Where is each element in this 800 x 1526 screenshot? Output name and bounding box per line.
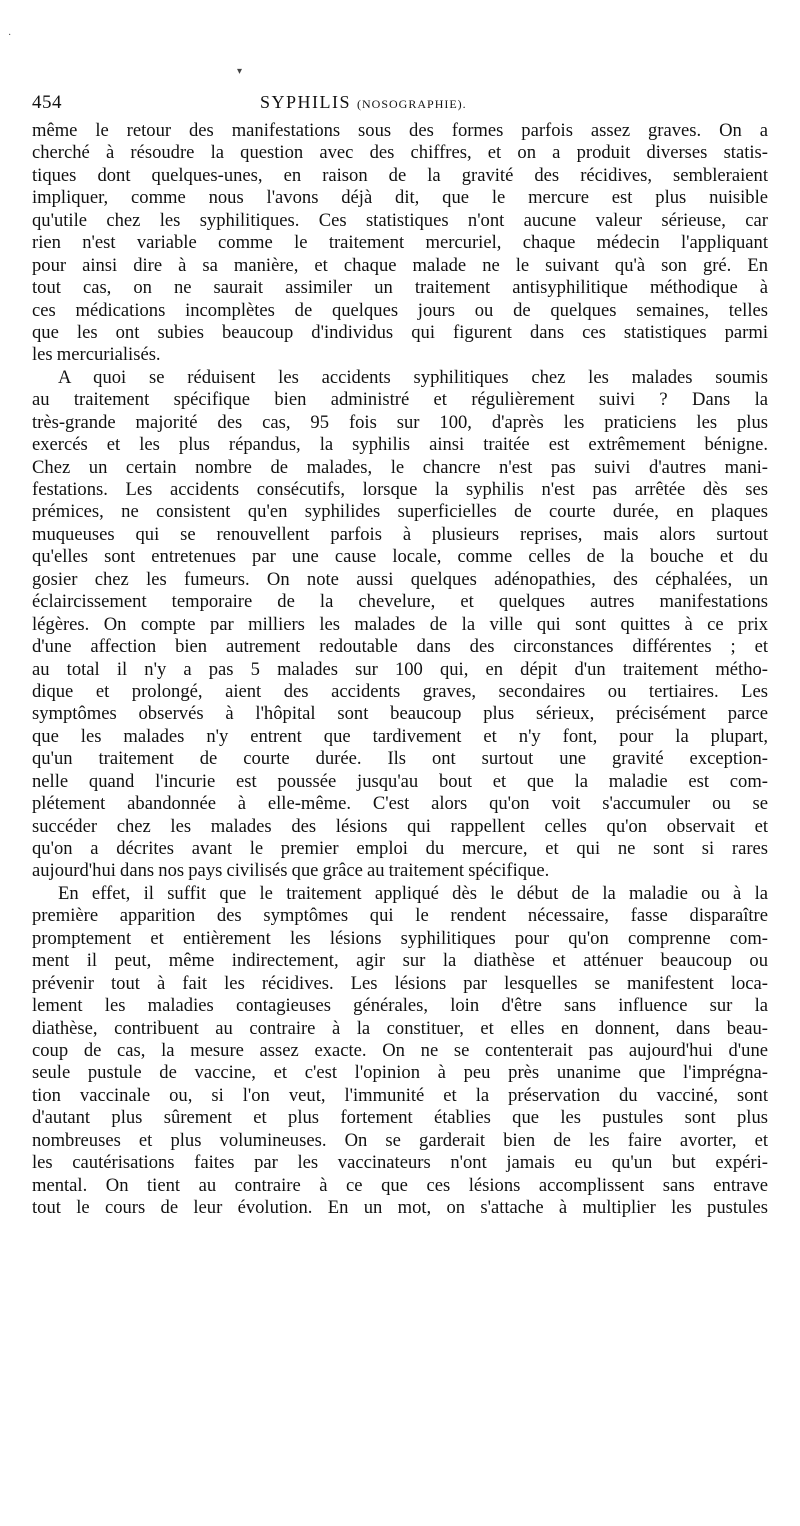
text-line: prémices, ne consistent qu'en syphilides superficielles de courte durée, en plaques bbox=[32, 501, 768, 523]
text-line: très-grande majorité des cas, 95 fois sur 100, d'après les praticiens les plus bbox=[32, 411, 768, 433]
text-line: que les ont subies beaucoup d'individus qui figurent dans ces statistiques parmi bbox=[32, 321, 768, 343]
text-line: première apparition des symptômes qui le rendent nécessaire, fasse disparaître bbox=[32, 905, 768, 927]
text-line: coup de cas, la mesure assez exacte. On ne se contenterait pas aujourd'hui d'une bbox=[32, 1039, 768, 1061]
text-line: légères. On compte par milliers les malades de la ville qui sont quittes à ce prix bbox=[32, 613, 768, 635]
running-title bbox=[260, 92, 467, 113]
text-line: muqueuses qui se renouvellent parfois à plusieurs reprises, mais alors surtout bbox=[32, 523, 768, 545]
text-line: qu'un traitement de courte durée. Ils ont surtout une gravité exception- bbox=[32, 748, 768, 770]
text-line: au total il n'y a pas 5 malades sur 100 qui, en dépit d'un traitement métho- bbox=[32, 658, 768, 680]
text-line: En effet, il suffit que le traitement appliqué dès le début de la maladie ou à la bbox=[58, 882, 768, 904]
text-line: tout le cours de leur évolution. En un mot, on s'attache à multiplier les pustules bbox=[32, 1197, 768, 1218]
text-line: tout cas, on ne saurait assimiler un traitement antisyphilitique méthodique à bbox=[32, 277, 768, 299]
text-line: A quoi se réduisent les accidents syphilitiques chez les malades soumis bbox=[58, 366, 768, 388]
text-line: d'autant plus sûrement et plus fortement établies que les pustules sont plus bbox=[32, 1107, 768, 1129]
page-number: 454 bbox=[32, 92, 62, 113]
text-line: prévenir tout à fait les récidives. Les lésions par lesquelles se manifestent loca- bbox=[32, 972, 768, 994]
text-line: éclaircissement temporaire de la chevelure, et quelques autres manifestations bbox=[32, 591, 768, 613]
text-line: promptement et entièrement les lésions syphilitiques pour qu'on comprenne com- bbox=[32, 927, 768, 949]
text-line: ment il peut, même indirectement, agir sur la diathèse et atténuer beaucoup ou bbox=[32, 950, 768, 972]
text-line: symptômes observés à l'hôpital sont beaucoup plus sérieux, précisément parce bbox=[32, 703, 768, 725]
text-line: qu'elles sont entretenues par une cause locale, comme celles de la bouche et du bbox=[32, 546, 768, 568]
body-text bbox=[32, 120, 768, 1219]
text-line: gosier chez les fumeurs. On note aussi quelques adénopathies, des céphalées, un bbox=[32, 568, 768, 590]
text-line: plétement abandonnée à elle-même. C'est alors qu'on voit s'accumuler ou se bbox=[32, 793, 768, 815]
speck-mark: ▾ bbox=[237, 66, 243, 77]
text-line: diathèse, contribuent au contraire à la constituer, et elles en donnent, dans beau- bbox=[32, 1017, 768, 1039]
text-line: Chez un certain nombre de malades, le chancre n'est pas suivi d'autres mani- bbox=[32, 456, 768, 478]
text-line: tion vaccinale ou, si l'on veut, l'immunité et la préservation du vacciné, sont bbox=[32, 1084, 768, 1106]
text-line: nelle quand l'incurie est poussée jusqu'au bout et que la maladie est com- bbox=[32, 770, 768, 792]
text-line: ces médications incomplètes de quelques jours ou de quelques semaines, telles bbox=[32, 299, 768, 321]
text-line: pour ainsi dire à sa manière, et chaque malade ne le suivant qu'à son gré. En bbox=[32, 254, 768, 276]
text-line: festations. Les accidents consécutifs, lorsque la syphilis n'est pas arrêtée dès ses bbox=[32, 479, 768, 500]
text-line: succéder chez les malades des lésions qui rappellent celles qu'on observait et bbox=[32, 815, 768, 837]
text-line: d'une affection bien autrement redoutable dans des circonstances différentes ; et bbox=[32, 636, 768, 658]
text-line: qu'utile chez les syphilitiques. Ces statistiques n'ont aucune valeur sérieuse, car bbox=[32, 209, 768, 231]
text-line: rien n'est variable comme le traitement mercuriel, chaque médecin l'appliquant bbox=[32, 232, 768, 254]
text-line: les cautérisations faites par les vaccinateurs n'ont jamais eu qu'un but expéri- bbox=[32, 1152, 768, 1174]
running-title-main: SYPHILIS bbox=[260, 92, 352, 112]
text-line: qu'on a décrites avant le premier emploi du mercure, et qui ne sont si rares bbox=[32, 838, 768, 859]
text-line: cherché à résoudre la question avec des chiffres, et on a produit diverses statis- bbox=[32, 142, 768, 164]
text-line: dique et prolongé, aient des accidents graves, secondaires ou tertiaires. Les bbox=[32, 680, 768, 702]
text-line: les mercurialisés. bbox=[32, 344, 161, 366]
text-line: seule pustule de vaccine, et c'est l'opinion à peu près unanime que l'imprégna- bbox=[32, 1062, 768, 1084]
text-line: mental. On tient au contraire à ce que ces lésions accomplissent sans entrave bbox=[32, 1174, 768, 1196]
text-line: même le retour des manifestations sous des formes parfois assez graves. On a bbox=[32, 120, 768, 141]
text-line: exercés et les plus répandus, la syphilis ainsi traitée est extrêmement bénigne. bbox=[32, 434, 768, 456]
text-line: lement les maladies contagieuses générales, loin d'être sans influence sur la bbox=[32, 995, 768, 1017]
text-line: nombreuses et plus volumineuses. On se garderait bien de les faire avorter, et bbox=[32, 1129, 768, 1151]
text-line: tiques dont quelques-unes, en raison de la gravité des récidives, sembleraient bbox=[32, 164, 768, 186]
speck-mark: · bbox=[8, 30, 12, 41]
running-title-subtitle: (NOSOGRAPHIE). bbox=[357, 97, 467, 111]
running-head bbox=[32, 92, 768, 118]
text-line: que les malades n'y entrent que tardivement et n'y font, pour la plupart, bbox=[32, 725, 768, 747]
text-line: au traitement spécifique bien administré et régulièrement suivi ? Dans la bbox=[32, 389, 768, 411]
text-line: impliquer, comme nous l'avons déjà dit, que le mercure est plus nuisible bbox=[32, 187, 768, 209]
text-line: aujourd'hui dans nos pays civilisés que grâce au traitement spécifique. bbox=[32, 860, 550, 882]
